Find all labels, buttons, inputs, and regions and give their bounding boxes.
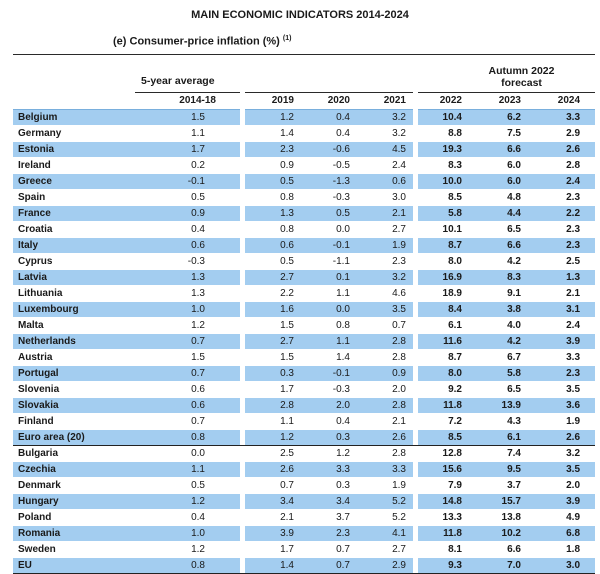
value-cell-2021: 2.4 [357,157,413,173]
value-cell-2024: 4.9 [536,509,595,525]
value-cell-2020: -1.1 [301,253,357,269]
table-body [13,109,595,573]
value-cell-2021: 2.8 [357,333,413,349]
country-cell: Czechia [13,461,135,477]
table-row [13,125,595,141]
year-header-2019: 2019 [271,95,294,107]
value-cell-2022: 10.0 [418,173,477,189]
value-cell-2023: 4.8 [477,189,536,205]
value-cell-2020: -0.3 [301,189,357,205]
table-row [13,509,595,525]
value-cell-2022: 8.3 [418,157,477,173]
value-cell-2020: 0.0 [301,221,357,237]
value-cell-2020: 3.7 [301,509,357,525]
page-title: MAIN ECONOMIC INDICATORS 2014-2024 [191,9,409,21]
value-cell-2021: 2.8 [357,445,413,461]
table-row [13,381,595,397]
value-cell-2019: 2.2 [245,285,301,301]
value-cell-2019: 2.7 [245,333,301,349]
value-cell-2024: 3.9 [536,333,595,349]
country-cell: Bulgaria [13,445,135,461]
value-cell-avg: 1.2 [135,541,240,557]
value-cell-2022: 12.8 [418,445,477,461]
value-cell-avg: -0.3 [135,253,240,269]
value-cell-2024: 3.5 [536,461,595,477]
value-cell-2021: 2.0 [357,381,413,397]
value-cell-2024: 2.4 [536,317,595,333]
value-cell-avg: 1.0 [135,301,240,317]
value-cell-2023: 6.0 [477,173,536,189]
country-cell: Cyprus [13,253,135,269]
value-cell-2023: 3.7 [477,477,536,493]
value-cell-avg: 1.1 [135,461,240,477]
value-cell-avg: 1.5 [135,109,240,125]
value-cell-avg: 0.5 [135,189,240,205]
value-cell-2024: 2.9 [536,125,595,141]
value-cell-2024: 3.3 [536,349,595,365]
value-cell-avg: 0.6 [135,381,240,397]
country-cell: Portugal [13,365,135,381]
value-cell-2022: 8.0 [418,365,477,381]
value-cell-2019: 1.4 [245,557,301,573]
value-cell-2019: 1.4 [245,125,301,141]
value-cell-2024: 2.0 [536,477,595,493]
corner-cell [13,54,135,92]
value-cell-avg: 0.6 [135,397,240,413]
value-cell-2019: 1.2 [245,429,301,445]
value-cell-2022: 15.6 [418,461,477,477]
value-cell-2019: 2.5 [245,445,301,461]
table-row [13,317,595,333]
value-cell-avg: 0.4 [135,221,240,237]
country-cell: Slovakia [13,397,135,413]
group-header-row [13,54,595,92]
year-header-2024: 2024 [557,95,581,107]
country-cell: Malta [13,317,135,333]
table-row [13,221,595,237]
value-cell-2023: 4.4 [477,205,536,221]
country-cell: Netherlands [13,333,135,349]
value-cell-2019: 0.3 [245,365,301,381]
value-cell-2024: 1.9 [536,413,595,429]
table-row [13,237,595,253]
value-cell-2020: 2.3 [301,525,357,541]
value-cell-avg: 1.5 [135,349,240,365]
value-cell-2020: 0.5 [301,205,357,221]
country-cell: France [13,205,135,221]
value-cell-2020: -0.3 [301,381,357,397]
table-row [13,365,595,381]
value-cell-2022: 6.1 [418,317,477,333]
value-cell-2024: 2.1 [536,285,595,301]
country-cell: Italy [13,237,135,253]
value-cell-avg: 0.9 [135,205,240,221]
value-cell-avg: 1.3 [135,269,240,285]
value-cell-avg: 1.1 [135,125,240,141]
value-cell-avg: 0.2 [135,157,240,173]
value-cell-avg: 0.8 [135,557,240,573]
value-cell-avg: 1.2 [135,493,240,509]
value-cell-2019: 2.6 [245,461,301,477]
value-cell-2019: 2.7 [245,269,301,285]
value-cell-2021: 3.2 [357,269,413,285]
value-cell-2021: 0.9 [357,365,413,381]
value-cell-2021: 5.2 [357,509,413,525]
value-cell-2019: 2.8 [245,397,301,413]
value-cell-2021: 3.5 [357,301,413,317]
value-cell-2019: 1.7 [245,381,301,397]
value-cell-2020: 0.4 [301,109,357,125]
value-cell-2020: 1.2 [301,445,357,461]
value-cell-2021: 2.7 [357,221,413,237]
value-cell-2019: 0.9 [245,157,301,173]
value-cell-2019: 2.3 [245,141,301,157]
value-cell-avg: 1.3 [135,285,240,301]
table-row [13,285,595,301]
value-cell-avg: 0.7 [135,413,240,429]
value-cell-2020: 2.0 [301,397,357,413]
value-cell-2020: 0.7 [301,557,357,573]
value-cell-2021: 3.0 [357,189,413,205]
value-cell-2023: 13.8 [477,509,536,525]
value-cell-avg: 1.7 [135,141,240,157]
value-cell-2024: 2.8 [536,157,595,173]
value-cell-2021: 3.2 [357,109,413,125]
value-cell-2022: 14.8 [418,493,477,509]
value-cell-2020: 0.4 [301,125,357,141]
value-cell-2023: 9.1 [477,285,536,301]
value-cell-2022: 8.5 [418,189,477,205]
value-cell-2023: 6.6 [477,541,536,557]
country-cell: Lithuania [13,285,135,301]
group-header-forecast [418,54,595,92]
country-cell: Euro area (20) [13,429,135,445]
value-cell-2020: 0.8 [301,317,357,333]
value-cell-2024: 3.1 [536,301,595,317]
value-cell-2024: 3.3 [536,109,595,125]
table-row [13,205,595,221]
value-cell-2023: 15.7 [477,493,536,509]
table-row [13,557,595,573]
value-cell-2023: 6.7 [477,349,536,365]
country-cell: Hungary [13,493,135,509]
value-cell-2024: 2.4 [536,173,595,189]
value-cell-2022: 7.2 [418,413,477,429]
value-cell-2021: 2.9 [357,557,413,573]
value-cell-2024: 3.9 [536,493,595,509]
value-cell-2023: 3.8 [477,301,536,317]
value-cell-2022: 11.8 [418,397,477,413]
year-header-row [13,92,595,109]
country-cell: Estonia [13,141,135,157]
country-cell: Latvia [13,269,135,285]
value-cell-2023: 7.5 [477,125,536,141]
value-cell-2021: 2.8 [357,397,413,413]
value-cell-2024: 1.3 [536,269,595,285]
value-cell-avg: 0.7 [135,365,240,381]
country-cell: Croatia [13,221,135,237]
value-cell-2020: 0.7 [301,541,357,557]
value-cell-2021: 3.3 [357,461,413,477]
value-cell-2021: 4.1 [357,525,413,541]
value-cell-avg: 0.5 [135,477,240,493]
value-cell-avg: 0.4 [135,509,240,525]
value-cell-2023: 5.8 [477,365,536,381]
value-cell-2022: 8.7 [418,237,477,253]
value-cell-2023: 9.5 [477,461,536,477]
table-row [13,397,595,413]
value-cell-avg: -0.1 [135,173,240,189]
value-cell-2021: 2.1 [357,413,413,429]
table-row [13,541,595,557]
value-cell-2019: 3.4 [245,493,301,509]
table-row [13,413,595,429]
value-cell-2024: 2.3 [536,365,595,381]
value-cell-2020: 0.0 [301,301,357,317]
forecast-label-line1: Autumn 2022 [488,64,555,77]
value-cell-2020: 1.4 [301,349,357,365]
value-cell-2024: 3.2 [536,445,595,461]
value-cell-2022: 8.8 [418,125,477,141]
value-cell-2020: -1.3 [301,173,357,189]
value-cell-2022: 13.3 [418,509,477,525]
value-cell-2024: 2.3 [536,189,595,205]
table-row [13,269,595,285]
value-cell-avg: 0.0 [135,445,240,461]
value-cell-2021: 2.8 [357,349,413,365]
value-cell-2023: 13.9 [477,397,536,413]
value-cell-2022: 19.3 [418,141,477,157]
value-cell-2020: 0.1 [301,269,357,285]
value-cell-2022: 8.4 [418,301,477,317]
value-cell-2024: 2.6 [536,141,595,157]
value-cell-2024: 2.2 [536,205,595,221]
value-cell-2022: 10.1 [418,221,477,237]
year-header-2014-18: 2014-18 [179,95,216,107]
country-cell: Greece [13,173,135,189]
table-row [13,349,595,365]
table-row [13,141,595,157]
value-cell-2021: 1.9 [357,237,413,253]
table-row [13,173,595,189]
value-cell-2019: 0.5 [245,173,301,189]
value-cell-2019: 1.2 [245,109,301,125]
country-cell: Denmark [13,477,135,493]
value-cell-2024: 2.3 [536,221,595,237]
value-cell-avg: 0.7 [135,333,240,349]
value-cell-2024: 6.8 [536,525,595,541]
value-cell-2019: 3.9 [245,525,301,541]
value-cell-2023: 4.0 [477,317,536,333]
value-cell-2020: -0.1 [301,365,357,381]
table-row [13,157,595,173]
value-cell-2023: 4.3 [477,413,536,429]
value-cell-2020: 1.1 [301,333,357,349]
value-cell-2024: 2.3 [536,237,595,253]
value-cell-2021: 3.2 [357,125,413,141]
value-cell-2021: 0.7 [357,317,413,333]
value-cell-2022: 8.7 [418,349,477,365]
value-cell-2024: 1.8 [536,541,595,557]
value-cell-2024: 2.6 [536,429,595,445]
value-cell-2022: 9.3 [418,557,477,573]
value-cell-avg: 0.8 [135,429,240,445]
value-cell-2022: 8.5 [418,429,477,445]
value-cell-2023: 6.5 [477,381,536,397]
value-cell-2020: 0.4 [301,413,357,429]
table-row [13,461,595,477]
value-cell-2023: 6.6 [477,141,536,157]
country-cell: Belgium [13,109,135,125]
value-cell-2023: 7.0 [477,557,536,573]
value-cell-2021: 2.7 [357,541,413,557]
table-row [13,109,595,125]
year-header-2023: 2023 [498,95,521,107]
value-cell-2020: 3.4 [301,493,357,509]
forecast-label-line2: forecast [501,76,542,89]
subtitle-text: (e) Consumer-price inflation (%) [113,35,280,48]
value-cell-2023: 6.6 [477,237,536,253]
group-underline-years [245,54,413,92]
year-header-2021: 2021 [383,95,406,107]
footnote-marker: (1) [282,35,292,42]
country-cell: Poland [13,509,135,525]
value-cell-2022: 11.6 [418,333,477,349]
value-cell-2021: 2.3 [357,253,413,269]
value-cell-2019: 0.8 [245,221,301,237]
value-cell-avg: 0.6 [135,237,240,253]
country-cell: Finland [13,413,135,429]
value-cell-2019: 0.6 [245,237,301,253]
country-cell: Spain [13,189,135,205]
table-row [13,333,595,349]
value-cell-2020: 0.3 [301,477,357,493]
value-cell-avg: 1.0 [135,525,240,541]
table-row [13,301,595,317]
value-cell-2021: 5.2 [357,493,413,509]
table-row [13,429,595,445]
inflation-table [13,54,595,574]
value-cell-2021: 4.6 [357,285,413,301]
value-cell-2020: 3.3 [301,461,357,477]
table-row [13,445,595,461]
value-cell-2023: 6.5 [477,221,536,237]
country-cell: Ireland [13,157,135,173]
country-cell: Luxembourg [13,301,135,317]
value-cell-2019: 1.3 [245,205,301,221]
value-cell-2020: -0.6 [301,141,357,157]
value-cell-2023: 10.2 [477,525,536,541]
table-row [13,525,595,541]
table-row [13,477,595,493]
value-cell-2021: 0.6 [357,173,413,189]
table-row [13,493,595,509]
value-cell-2024: 2.5 [536,253,595,269]
value-cell-2022: 5.8 [418,205,477,221]
country-cell: Slovenia [13,381,135,397]
value-cell-2022: 10.4 [418,109,477,125]
value-cell-2022: 8.0 [418,253,477,269]
value-cell-2019: 0.8 [245,189,301,205]
value-cell-2022: 8.1 [418,541,477,557]
value-cell-2023: 4.2 [477,253,536,269]
group-header-avg: 5-year average [135,54,240,92]
value-cell-2024: 3.5 [536,381,595,397]
value-cell-2023: 6.1 [477,429,536,445]
value-cell-2023: 4.2 [477,333,536,349]
year-header-2022: 2022 [439,95,462,107]
value-cell-2019: 1.5 [245,349,301,365]
value-cell-2022: 11.8 [418,525,477,541]
value-cell-2020: -0.5 [301,157,357,173]
country-cell: Sweden [13,541,135,557]
value-cell-avg: 1.2 [135,317,240,333]
value-cell-2022: 9.2 [418,381,477,397]
value-cell-2023: 7.4 [477,445,536,461]
country-cell: Germany [13,125,135,141]
value-cell-2022: 18.9 [418,285,477,301]
value-cell-2019: 1.6 [245,301,301,317]
value-cell-2020: 0.3 [301,429,357,445]
value-cell-2021: 2.6 [357,429,413,445]
corner-cell [13,92,135,109]
country-cell: Austria [13,349,135,365]
section-subtitle [113,32,600,49]
table-header [13,54,595,109]
value-cell-2020: -0.1 [301,237,357,253]
value-cell-2021: 1.9 [357,477,413,493]
country-cell: Romania [13,525,135,541]
year-header-2020: 2020 [327,95,350,107]
country-cell: EU [13,557,135,573]
value-cell-2022: 7.9 [418,477,477,493]
value-cell-2023: 6.0 [477,157,536,173]
value-cell-2021: 4.5 [357,141,413,157]
value-cell-2023: 8.3 [477,269,536,285]
value-cell-2019: 1.5 [245,317,301,333]
value-cell-2022: 16.9 [418,269,477,285]
value-cell-2019: 2.1 [245,509,301,525]
table-row [13,189,595,205]
value-cell-2019: 0.5 [245,253,301,269]
value-cell-2023: 6.2 [477,109,536,125]
value-cell-2019: 1.1 [245,413,301,429]
value-cell-2020: 1.1 [301,285,357,301]
value-cell-2024: 3.0 [536,557,595,573]
value-cell-2019: 1.7 [245,541,301,557]
value-cell-2019: 0.7 [245,477,301,493]
value-cell-2024: 3.6 [536,397,595,413]
value-cell-2021: 2.1 [357,205,413,221]
table-row [13,253,595,269]
